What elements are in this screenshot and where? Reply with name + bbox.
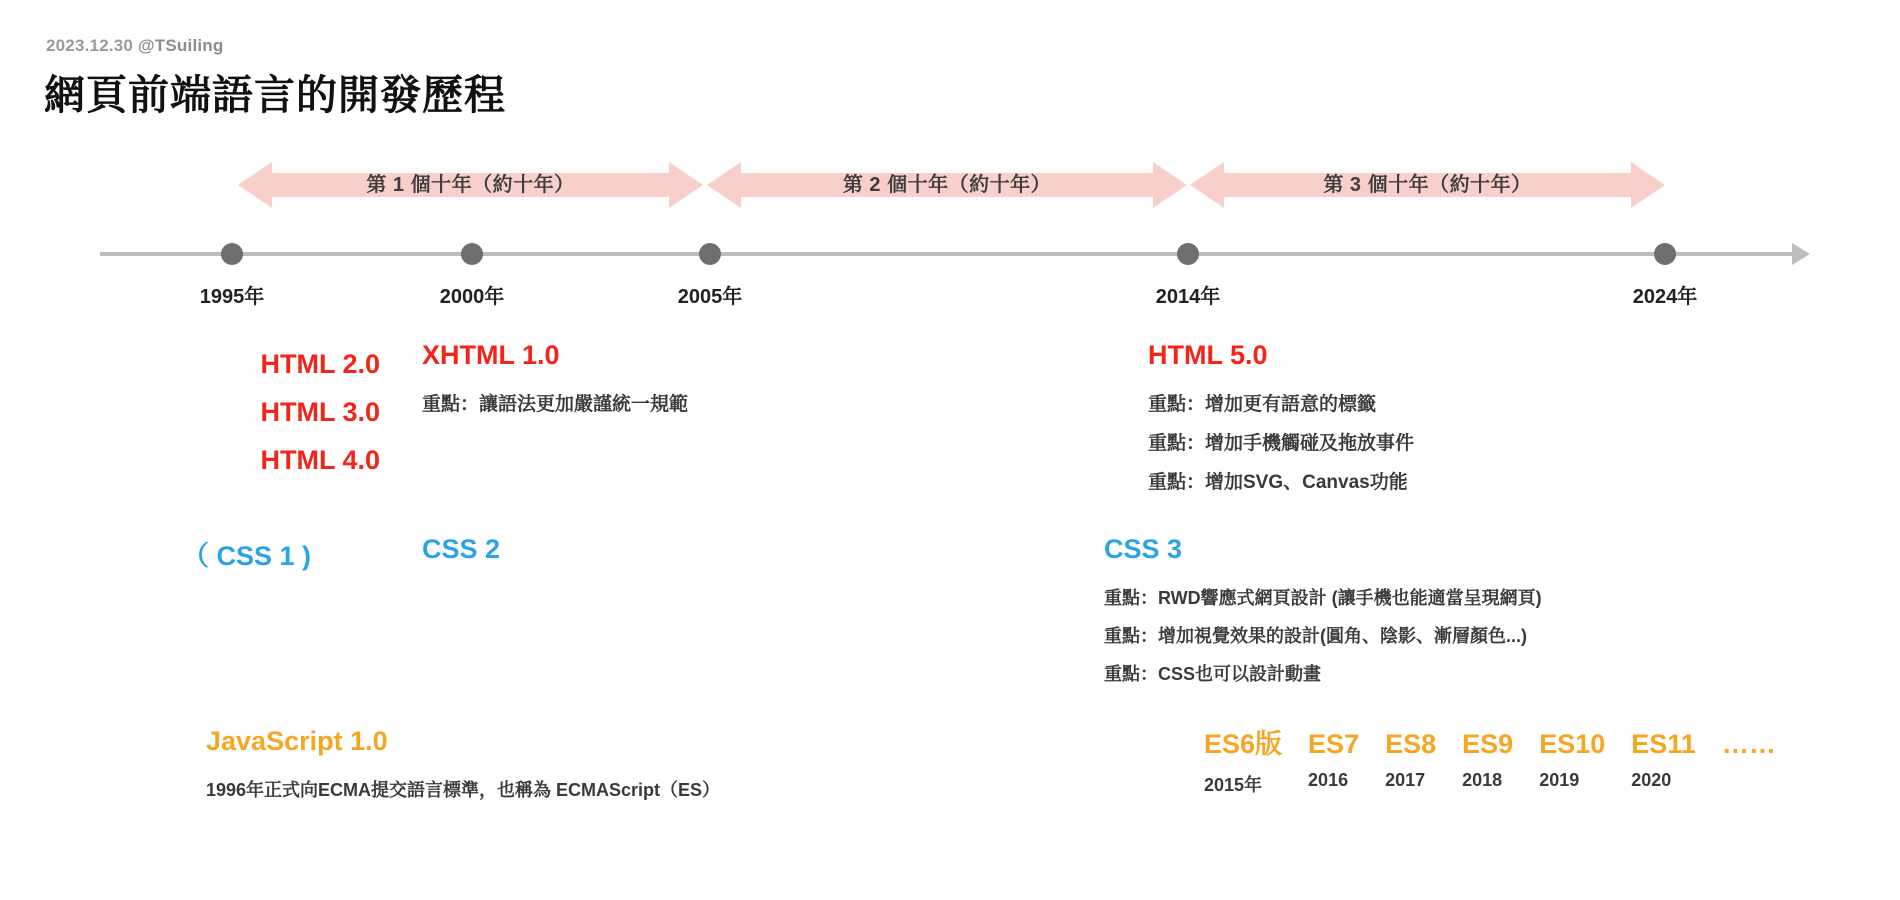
es-version-item xyxy=(1308,729,1359,791)
html5-note: 重點：增加手機觸碰及拖放事件 xyxy=(1148,433,1415,454)
byline xyxy=(46,36,223,56)
timeline-year-label: 1995年 xyxy=(199,286,265,308)
timeline-dot xyxy=(699,243,721,265)
html5-group xyxy=(1148,340,1414,502)
decade-label: 第 3 個十年（約十年） xyxy=(1323,174,1532,196)
timeline-arrow-icon xyxy=(1792,243,1810,265)
timeline-year-label: 2014年 xyxy=(1155,286,1221,308)
es-version-name: ES11 xyxy=(1631,729,1696,759)
css3-note: 重點：CSS也可以設計動畫 xyxy=(1104,664,1322,684)
css3-title: CSS 3 xyxy=(1104,534,1183,564)
css2-group xyxy=(422,534,500,565)
css3-note: 重點：RWD響應式網頁設計 (讓手機也能適當呈現網頁) xyxy=(1104,588,1542,608)
javascript-title: JavaScript 1.0 xyxy=(206,726,388,756)
es-version-year: 2016 xyxy=(1308,770,1349,790)
css3-group xyxy=(1104,534,1542,693)
es-version-item xyxy=(1539,729,1605,791)
css1-group xyxy=(182,534,311,573)
es-version-item xyxy=(1462,729,1513,791)
es-version-name: ES10 xyxy=(1539,729,1606,759)
es-more-item xyxy=(1722,729,1776,760)
decade-label: 第 2 個十年（約十年） xyxy=(842,174,1052,196)
timeline-dot xyxy=(461,243,483,265)
timeline-dot xyxy=(1177,243,1199,265)
xhtml-note: 重點：讓語法更加嚴謹統一規範 xyxy=(422,394,689,415)
html5-note: 重點：增加SVG、Canvas功能 xyxy=(1148,472,1408,493)
html5-note: 重點：增加更有語意的標籤 xyxy=(1148,394,1377,415)
timeline-year-label: 2024年 xyxy=(1632,286,1698,308)
es-version-item xyxy=(1631,729,1696,791)
es-version-item xyxy=(1204,722,1282,797)
xhtml-group xyxy=(422,340,688,424)
html-version-label: HTML 4.0 xyxy=(260,445,380,475)
es-more-label: …… xyxy=(1721,729,1776,759)
page-title: 網頁前端語言的開發歷程 xyxy=(44,72,506,118)
es-version-year: 2015年 xyxy=(1204,775,1263,795)
html-version-label: HTML 3.0 xyxy=(260,397,380,427)
byline-handle: @TSuiling xyxy=(138,36,224,55)
es-versions-group xyxy=(1204,722,1802,797)
decade-label: 第 1 個十年（約十年） xyxy=(366,174,575,196)
timeline-axis xyxy=(100,252,1800,256)
timeline-dot xyxy=(221,243,243,265)
timeline-dot xyxy=(1654,243,1676,265)
decade-band-2 xyxy=(707,160,1187,210)
es-version-name: ES6版 xyxy=(1204,729,1283,759)
es-version-year: 2019 xyxy=(1539,770,1580,790)
byline-date: 2023.12.30 xyxy=(46,36,134,55)
es-version-name: ES8 xyxy=(1385,729,1437,759)
html-version-label: HTML 2.0 xyxy=(260,349,380,379)
css1-title: （ CSS 1 ) xyxy=(182,541,312,571)
javascript-note: 1996年正式向ECMA提交語言標準，也稱為 ECMAScript（ES） xyxy=(206,780,721,800)
es-version-year: 2017 xyxy=(1385,770,1426,790)
decade-band-3 xyxy=(1190,160,1665,210)
es-version-name: ES9 xyxy=(1462,729,1514,759)
timeline-year-label: 2000年 xyxy=(439,286,505,308)
css2-title: CSS 2 xyxy=(422,534,501,564)
es-version-year: 2018 xyxy=(1462,770,1503,790)
decade-band-1 xyxy=(238,160,703,210)
es-version-year: 2020 xyxy=(1631,770,1672,790)
html5-title: HTML 5.0 xyxy=(1148,340,1268,370)
xhtml-title: XHTML 1.0 xyxy=(422,340,560,370)
javascript-group xyxy=(206,726,720,809)
css3-note: 重點：增加視覺效果的設計(圓角、陰影、漸層顏色...) xyxy=(1104,626,1527,646)
html-versions-group xyxy=(100,340,380,484)
es-version-item xyxy=(1385,729,1436,791)
es-version-name: ES7 xyxy=(1308,729,1360,759)
timeline-year-label: 2005年 xyxy=(677,286,743,308)
